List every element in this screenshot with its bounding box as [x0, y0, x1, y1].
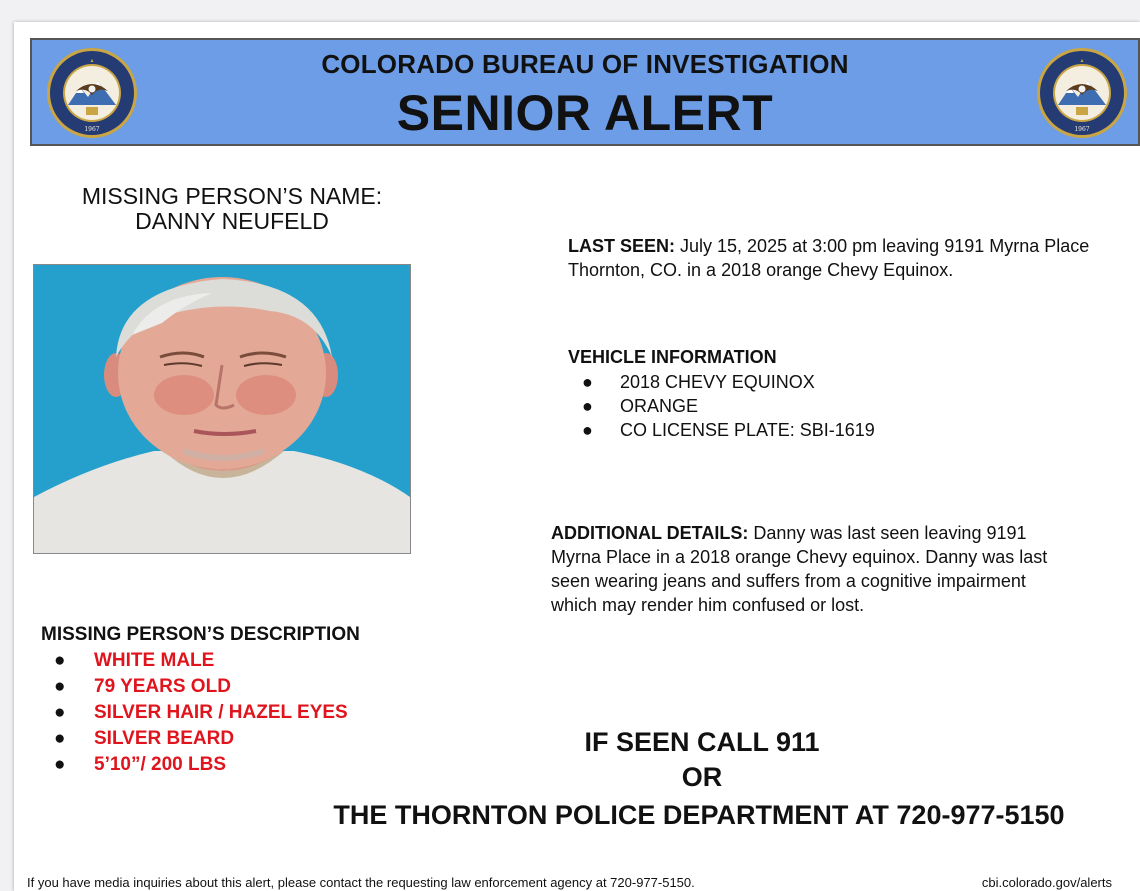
person-photo-icon: [34, 265, 410, 553]
bullet-icon: ●: [54, 728, 66, 749]
additional-details: [551, 521, 1071, 617]
list-item: ● WHITE MALE: [54, 648, 348, 674]
list-item: ● CO LICENSE PLATE: SBI-1619: [582, 420, 875, 440]
list-item: ● ORANGE: [582, 396, 699, 416]
svg-text:1967: 1967: [84, 126, 100, 133]
last-seen-label: LAST SEEN:: [568, 236, 676, 256]
details-label: ADDITIONAL DETAILS:: [551, 523, 749, 543]
name-label: MISSING PERSON’S NAME:: [81, 183, 383, 209]
list-item: ● SILVER BEARD: [54, 726, 348, 752]
last-seen-text: July 15, 2025 at 3:00 pm leaving 9191 Myrna Place Thornton, CO. in a 2018 orange Chevy Equinox.: [568, 236, 1090, 280]
alert-flyer: [14, 22, 1140, 891]
call-line-3: THE THORNTON POLICE DEPARTMENT AT 720-977-5150: [333, 800, 1065, 830]
missing-person-name: [44, 184, 420, 234]
cbi-seal-icon: [1036, 47, 1128, 139]
details-text: Danny was last seen leaving 9191 Myrna Place in a 2018 orange Chevy equinox. Danny was last seen wearing jeans and suffers from a cognitive impairment which may render him confused or lost.: [551, 523, 1048, 615]
alerts-url: cbi.colorado.gov/alerts: [981, 875, 1112, 890]
media-inquiry-note: If you have media inquiries about this alert, please contact the requesting law enforcement agency at 720-977-5150.: [27, 875, 695, 890]
header-banner: [30, 38, 1140, 146]
bullet-icon: ●: [582, 372, 593, 392]
svg-text:1967: 1967: [1074, 126, 1090, 133]
vehicle-list: [582, 370, 875, 442]
vehicle-heading: VEHICLE INFORMATION: [568, 347, 777, 367]
call-line-2: OR: [681, 762, 723, 792]
list-item: ● SILVER HAIR / HAZEL EYES: [54, 700, 348, 726]
description-heading: MISSING PERSON’S DESCRIPTION: [41, 624, 360, 645]
bullet-icon: ●: [54, 702, 66, 723]
bullet-icon: ●: [582, 396, 593, 416]
bullet-icon: ●: [54, 650, 66, 671]
organization-name: COLORADO BUREAU OF INVESTIGATION: [321, 49, 849, 79]
last-seen-info: [568, 234, 1108, 282]
description-list: [54, 648, 348, 778]
alert-title: SENIOR ALERT: [396, 85, 774, 141]
bullet-icon: ●: [54, 754, 66, 775]
bullet-icon: ●: [54, 676, 66, 697]
person-photo: [33, 264, 411, 554]
bullet-icon: ●: [582, 420, 593, 440]
call-line-1: IF SEEN CALL 911: [584, 727, 820, 757]
list-item: ● 2018 CHEVY EQUINOX: [582, 372, 815, 392]
person-name: DANNY NEUFELD: [135, 208, 329, 234]
list-item: ● 5’10”/ 200 LBS: [54, 752, 348, 778]
list-item: ● 79 YEARS OLD: [54, 674, 348, 700]
